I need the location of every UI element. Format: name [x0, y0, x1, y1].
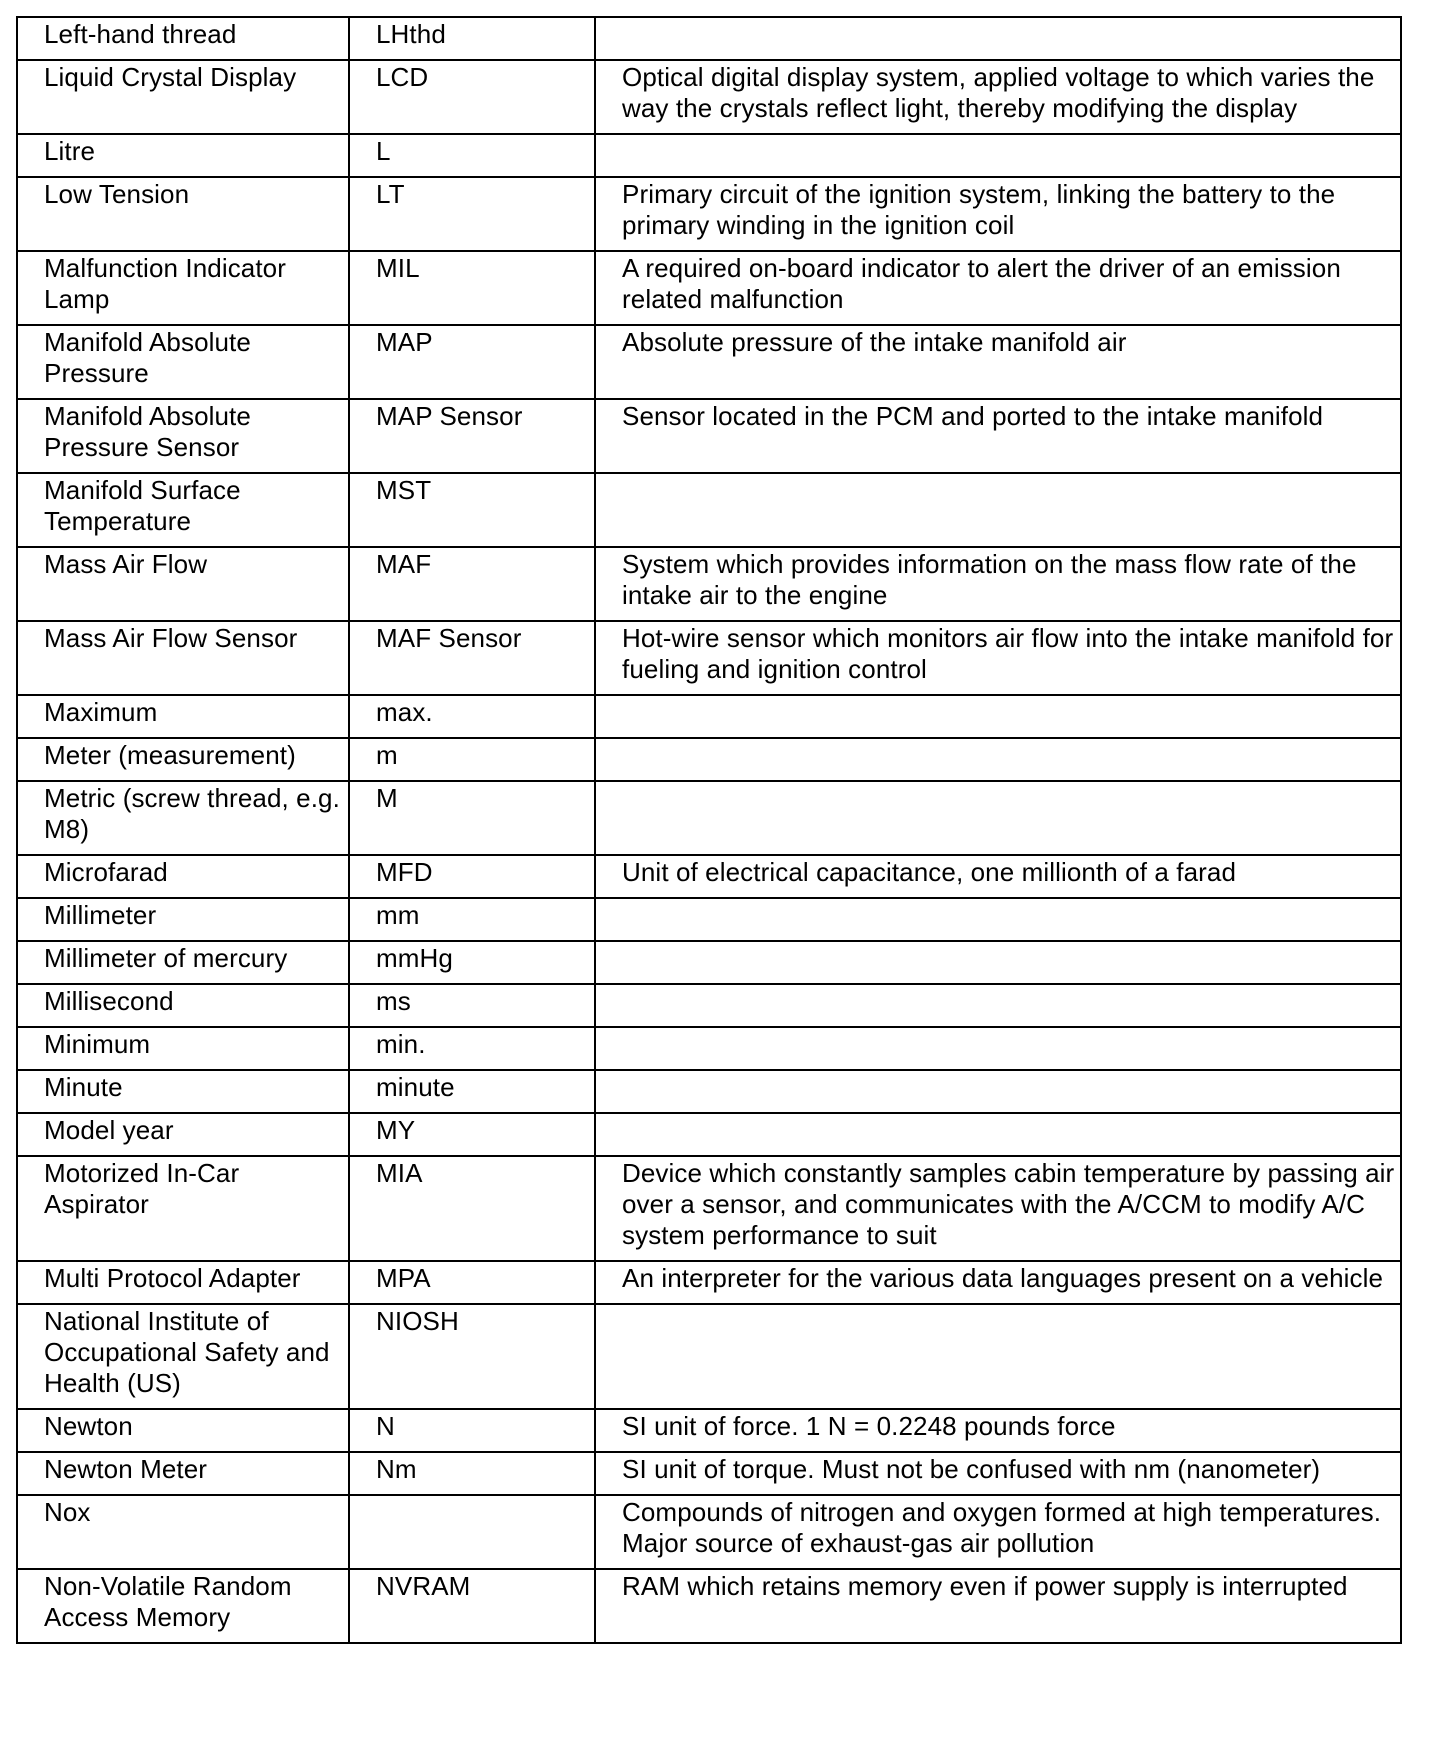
- term-cell: Nox: [17, 1495, 349, 1569]
- table-row: [17, 1113, 1401, 1156]
- abbreviation-cell: MIA: [349, 1156, 595, 1261]
- description-cell: Device which constantly samples cabin temperature by passing air over a sensor, and communicates with the A/CCM to modify A/C system performance to suit: [595, 1156, 1401, 1261]
- table-row: [17, 898, 1401, 941]
- description-cell: Optical digital display system, applied voltage to which varies the way the crystals reflect light, thereby modifying the display: [595, 60, 1401, 134]
- abbreviation-cell: min.: [349, 1027, 595, 1070]
- table-row: [17, 984, 1401, 1027]
- description-cell: SI unit of force. 1 N = 0.2248 pounds force: [595, 1409, 1401, 1452]
- abbreviation-cell: mmHg: [349, 941, 595, 984]
- abbreviation-cell: Nm: [349, 1452, 595, 1495]
- abbreviation-cell: L: [349, 134, 595, 177]
- abbreviation-cell: max.: [349, 695, 595, 738]
- abbreviation-cell: LT: [349, 177, 595, 251]
- abbreviation-cell: N: [349, 1409, 595, 1452]
- description-cell: Sensor located in the PCM and ported to the intake manifold: [595, 399, 1401, 473]
- abbreviation-cell: LHthd: [349, 17, 595, 60]
- description-cell: [595, 781, 1401, 855]
- term-cell: Manifold Surface Temperature: [17, 473, 349, 547]
- abbreviation-cell: [349, 1495, 595, 1569]
- abbreviation-cell: M: [349, 781, 595, 855]
- term-cell: Minimum: [17, 1027, 349, 1070]
- term-cell: Motorized In-Car Aspirator: [17, 1156, 349, 1261]
- abbreviation-cell: MAF: [349, 547, 595, 621]
- description-cell: An interpreter for the various data languages present on a vehicle: [595, 1261, 1401, 1304]
- table-row: [17, 399, 1401, 473]
- term-cell: Litre: [17, 134, 349, 177]
- term-cell: Mass Air Flow Sensor: [17, 621, 349, 695]
- table-row: [17, 1070, 1401, 1113]
- abbreviation-cell: MST: [349, 473, 595, 547]
- term-cell: Left-hand thread: [17, 17, 349, 60]
- description-cell: [595, 941, 1401, 984]
- description-cell: A required on-board indicator to alert the driver of an emission related malfunction: [595, 251, 1401, 325]
- description-cell: [595, 898, 1401, 941]
- table-row: [17, 547, 1401, 621]
- abbreviation-cell: ms: [349, 984, 595, 1027]
- table-row: [17, 621, 1401, 695]
- table-row: [17, 325, 1401, 399]
- table-row: [17, 251, 1401, 325]
- table-row: [17, 1304, 1401, 1409]
- abbreviation-cell: MPA: [349, 1261, 595, 1304]
- table-row: [17, 941, 1401, 984]
- description-cell: [595, 1304, 1401, 1409]
- table-row: [17, 1569, 1401, 1643]
- table-row: [17, 781, 1401, 855]
- term-cell: Malfunction Indicator Lamp: [17, 251, 349, 325]
- term-cell: Millimeter of mercury: [17, 941, 349, 984]
- abbreviation-cell: MY: [349, 1113, 595, 1156]
- glossary-table: [16, 16, 1402, 1644]
- table-row: [17, 695, 1401, 738]
- term-cell: Millisecond: [17, 984, 349, 1027]
- table-row: [17, 1495, 1401, 1569]
- abbreviation-cell: MFD: [349, 855, 595, 898]
- table-row: [17, 60, 1401, 134]
- table-row: [17, 1409, 1401, 1452]
- table-row: [17, 855, 1401, 898]
- abbreviation-cell: MAP Sensor: [349, 399, 595, 473]
- table-row: [17, 1027, 1401, 1070]
- description-cell: Absolute pressure of the intake manifold air: [595, 325, 1401, 399]
- term-cell: Mass Air Flow: [17, 547, 349, 621]
- abbreviation-cell: MIL: [349, 251, 595, 325]
- description-cell: Compounds of nitrogen and oxygen formed at high temperatures. Major source of exhaust-gas air pollution: [595, 1495, 1401, 1569]
- term-cell: Maximum: [17, 695, 349, 738]
- term-cell: Newton: [17, 1409, 349, 1452]
- table-row: [17, 134, 1401, 177]
- description-cell: [595, 1070, 1401, 1113]
- description-cell: [595, 1113, 1401, 1156]
- term-cell: Non-Volatile Random Access Memory: [17, 1569, 349, 1643]
- term-cell: Low Tension: [17, 177, 349, 251]
- description-cell: [595, 134, 1401, 177]
- description-cell: [595, 17, 1401, 60]
- term-cell: Manifold Absolute Pressure: [17, 325, 349, 399]
- description-cell: [595, 738, 1401, 781]
- abbreviation-cell: MAF Sensor: [349, 621, 595, 695]
- description-cell: [595, 1027, 1401, 1070]
- glossary-body: [17, 17, 1401, 1643]
- term-cell: Minute: [17, 1070, 349, 1113]
- abbreviation-cell: NVRAM: [349, 1569, 595, 1643]
- abbreviation-cell: minute: [349, 1070, 595, 1113]
- term-cell: Liquid Crystal Display: [17, 60, 349, 134]
- description-cell: Primary circuit of the ignition system, linking the battery to the primary winding in the ignition coil: [595, 177, 1401, 251]
- term-cell: Newton Meter: [17, 1452, 349, 1495]
- description-cell: [595, 695, 1401, 738]
- term-cell: Millimeter: [17, 898, 349, 941]
- table-row: [17, 738, 1401, 781]
- description-cell: System which provides information on the mass flow rate of the intake air to the engine: [595, 547, 1401, 621]
- description-cell: SI unit of torque. Must not be confused with nm (nanometer): [595, 1452, 1401, 1495]
- abbreviation-cell: MAP: [349, 325, 595, 399]
- term-cell: Microfarad: [17, 855, 349, 898]
- table-row: [17, 1452, 1401, 1495]
- table-row: [17, 1156, 1401, 1261]
- table-row: [17, 177, 1401, 251]
- table-row: [17, 17, 1401, 60]
- description-cell: RAM which retains memory even if power supply is interrupted: [595, 1569, 1401, 1643]
- term-cell: Manifold Absolute Pressure Sensor: [17, 399, 349, 473]
- abbreviation-cell: mm: [349, 898, 595, 941]
- term-cell: Multi Protocol Adapter: [17, 1261, 349, 1304]
- description-cell: Hot-wire sensor which monitors air flow into the intake manifold for fueling and ignition control: [595, 621, 1401, 695]
- description-cell: Unit of electrical capacitance, one millionth of a farad: [595, 855, 1401, 898]
- term-cell: Metric (screw thread, e.g. M8): [17, 781, 349, 855]
- abbreviation-cell: NIOSH: [349, 1304, 595, 1409]
- term-cell: Meter (measurement): [17, 738, 349, 781]
- term-cell: Model year: [17, 1113, 349, 1156]
- abbreviation-cell: m: [349, 738, 595, 781]
- table-row: [17, 473, 1401, 547]
- description-cell: [595, 984, 1401, 1027]
- description-cell: [595, 473, 1401, 547]
- abbreviation-cell: LCD: [349, 60, 595, 134]
- table-row: [17, 1261, 1401, 1304]
- term-cell: National Institute of Occupational Safety and Health (US): [17, 1304, 349, 1409]
